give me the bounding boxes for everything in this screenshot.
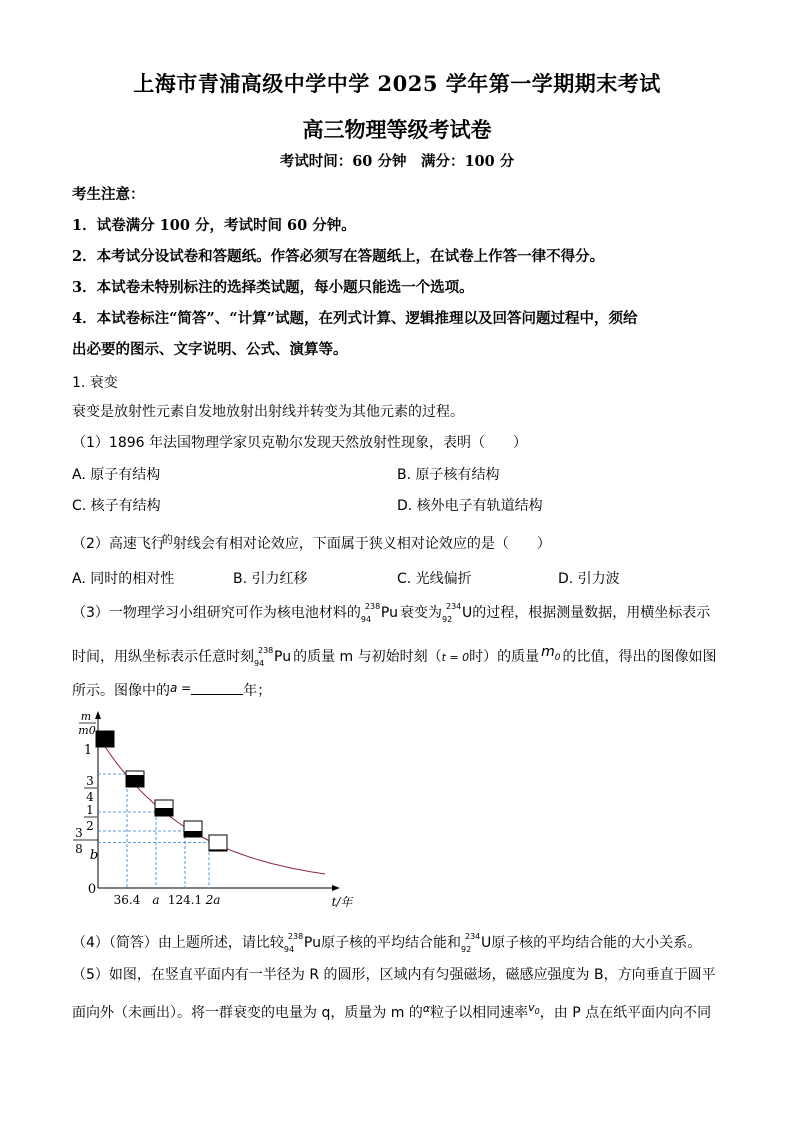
x-axis-label: t/年 [331,895,353,909]
v0-symbol [528,1001,540,1017]
u-atomic-number: 92 [461,945,472,954]
notes-heading: 考生注意： [72,186,145,203]
u-mass-number: 234 [465,932,481,941]
x-tick-label: 2a [205,893,221,907]
sub2-option-a: A. 同时的相对性 [72,571,175,587]
pu-symbol: Pu [380,605,398,621]
sub4-line [72,932,701,954]
sub1-stem: （1）1896 年法国物理学家贝克勒尔发现天然放射性现象，表明（ ） [72,435,527,451]
sub3-text: 的质量 m 与初始时刻（ [293,649,442,665]
answer-blank[interactable] [191,680,243,695]
exam-subtitle: 高三物理等级考试卷 [302,117,492,142]
sub3-text: 所示。图像中的 [72,683,170,699]
y-tick-label: 1 [83,743,93,758]
sub1-option-b: B. 原子核有结构 [397,467,500,483]
y-axis-label-den: m0 [78,724,96,737]
sample-box-fill [126,775,144,787]
sub5-text: 面向外（未画出）。将一群衰变的电量为 q，质量为 m 的 [72,1005,423,1021]
m0-symbol [541,644,561,663]
sub5-text: ，由 P 点在纸平面内向不同 [539,1005,712,1021]
y-tick-label: b [89,848,99,863]
pu-atomic-number: 94 [283,945,295,954]
pu-isotope [254,646,274,668]
sample-box-fill [96,731,114,747]
sample-box-fill [184,831,202,837]
sub4-text: （4）（简答）由上题所述，请比较 [72,935,284,951]
question-title: 1. 衰变 [72,375,118,391]
m0-sub: 0 [554,652,561,663]
alpha-symbol: α [422,1002,431,1015]
v0-sub: 0 [534,1007,540,1017]
decay-chart [70,708,360,913]
sub3-text: 的过程，根据测量数据，用横坐标表示 [472,605,711,621]
sub2-stem [72,533,551,553]
exam-info: 考试时间：60 分钟 满分：100 分 [279,153,515,170]
v0-v: v [528,1001,535,1014]
pu-symbol: Pu [274,649,292,665]
sub5-line2 [72,1002,711,1022]
u-atomic-number: 92 [441,615,453,624]
sub1-option-d: D. 核外电子有轨道结构 [397,498,543,514]
sample-box-fill [209,849,227,851]
note-item: 4．本试卷标注“简答”、“计算”试题，在列式计算、逻辑推理以及回答问题过程中，须给 [72,310,638,327]
note-item: 2．本考试分设试卷和答题纸。作答必须写在答题纸上，在试卷上作答一律不得分。 [72,248,605,265]
m0-m: m [541,644,555,660]
x-tick-label: a [152,893,160,907]
sub2-stem-part: （2）高速飞行 [72,536,165,552]
u-symbol: U [481,935,492,951]
sub3-text: 时间，用纵坐标表示任意时刻 [72,649,254,665]
decay-curve [98,736,325,874]
x-tick-label: 124.1 [167,893,203,907]
y-axis-label-num: m [80,710,92,723]
sub3-text: 的比值，得出的图像如图 [562,649,717,665]
note-item: 1．试卷满分 100 分，考试时间 60 分钟。 [72,217,356,234]
u-isotope [461,932,481,954]
y-tick-label: 2 [86,819,94,833]
sub2-option-d: D. 引力波 [558,571,620,587]
pu-atomic-number: 94 [360,615,372,624]
a-variable: a = [170,681,192,695]
y-tick-label: 4 [86,790,94,804]
u-symbol: U [461,605,473,621]
y-tick-label: 1 [86,803,94,817]
u-mass-number: 234 [445,602,462,611]
x-axis-arrow [332,885,340,891]
t-equals-zero: t = 0 [441,651,470,664]
exam-title: 上海市青浦高级中学中学 2025 学年第一学期期末考试 [133,71,661,96]
pu-mass-number: 238 [364,602,381,611]
pu-mass-number: 238 [258,646,274,655]
sub2-stem-overlay: 的 [161,533,173,546]
sub4-text: 原子核的平均结合能和 [321,935,461,951]
sub3-line2 [72,646,717,668]
pu-symbol: Pu [303,935,321,951]
pu-isotope [361,602,381,624]
y-tick-label: 8 [75,842,83,856]
y-tick-label: 3 [75,826,83,840]
note-item: 出必要的图示、文字说明、公式、演算等。 [72,341,348,358]
y-axis-arrow [95,711,101,719]
sub2-option-c: C. 光线偏折 [397,571,472,587]
sub3-line1 [72,602,710,624]
sub5-line1: （5）如图，在竖直平面内有一半径为 R 的圆形，区域内有匀强磁场，磁感应强度为 B，方向垂直于圆平 [72,967,716,983]
y-tick-label: 3 [86,774,94,788]
sub1-option-a: A. 原子有结构 [72,467,161,483]
pu-atomic-number: 94 [254,659,265,668]
sub5-text: 粒子以相同速率 [430,1005,529,1021]
note-item: 3．本试卷未特别标注的选择类试题，每小题只能选一个选项。 [72,279,474,296]
sub3-text: 衰变为 [399,605,442,621]
sub3-text: 时）的质量 [469,649,540,665]
sub1-option-c: C. 核子有结构 [72,498,161,514]
sub2-stem-part: 射线会有相对论效应，下面属于狭义相对论效应的是（ ） [172,536,551,552]
pu-isotope [284,932,304,954]
question-intro: 衰变是放射性元素自发地放射出射线并转变为其他元素的过程。 [72,404,464,420]
pu-mass-number: 238 [287,932,304,941]
sub3-line3 [72,680,271,700]
sub2-option-b: B. 引力红移 [233,571,308,587]
sub4-text: 原子核的平均结合能的大小关系。 [491,935,702,951]
sub3-text: 年； [243,683,272,699]
u-isotope [442,602,462,624]
sub3-text: （3）一物理学习小组研究可作为核电池材料的 [72,605,361,621]
sample-box-fill [155,808,173,816]
x-tick-label: 36.4 [113,893,141,907]
sample-box [209,835,227,851]
origin-label: 0 [87,882,97,897]
